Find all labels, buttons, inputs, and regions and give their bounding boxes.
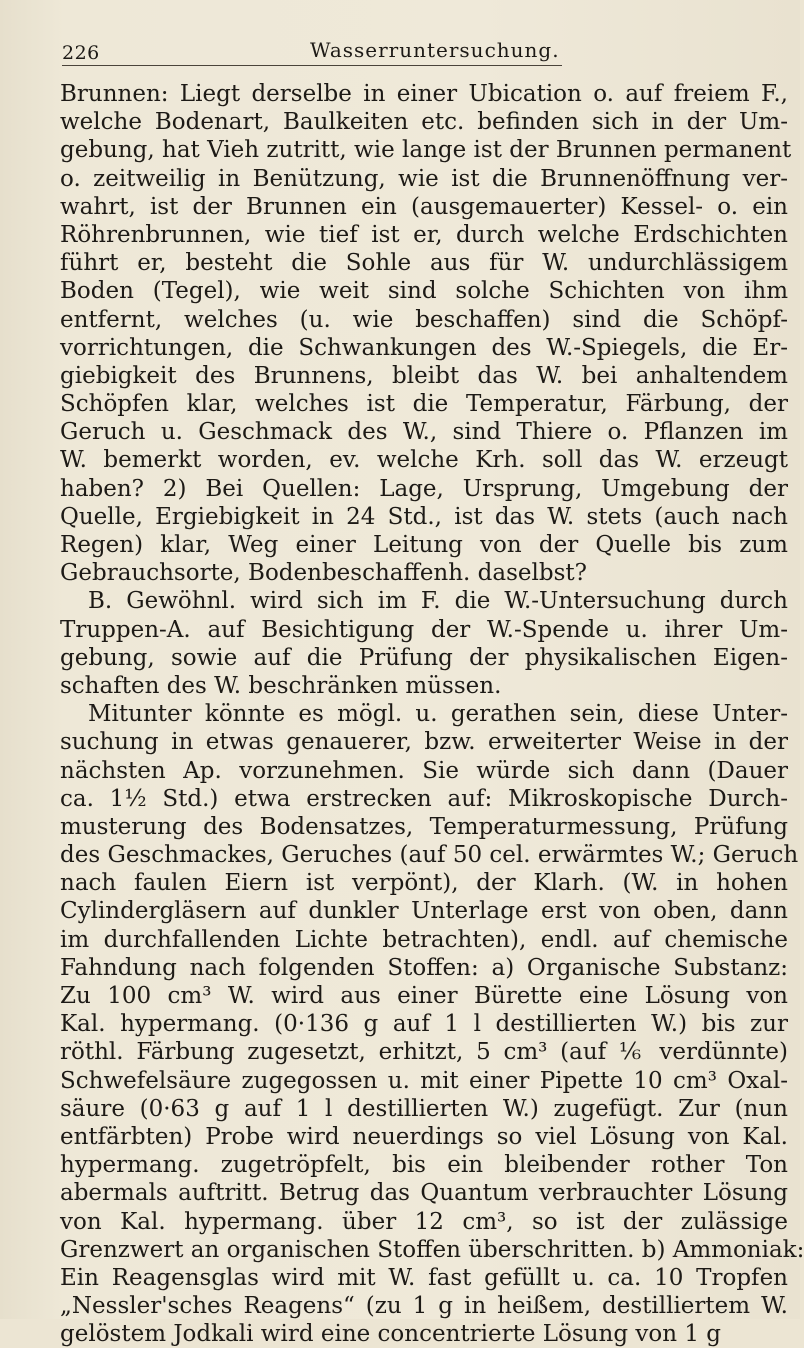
text-line: gebung, sowie auf die Prüfung der physikalischen Eigen- bbox=[60, 644, 788, 671]
text-line: wahrt, ist der Brunnen ein (ausgemauerter) Kessel- o. ein bbox=[60, 193, 788, 220]
text-line: „Nessler'sches Reagens“ (zu 1 g in heißem, destilliertem W. bbox=[60, 1293, 788, 1320]
text-line: welche Bodenart, Baulkeiten etc. befinden sich in der Um- bbox=[60, 109, 788, 136]
text-line: nächsten Ap. vorzunehmen. Sie würde sich dann (Dauer bbox=[60, 757, 788, 784]
text-line: von Kal. hypermang. über 12 cm³, so ist der zulässige bbox=[60, 1208, 788, 1235]
running-head: Wasserruntersuchung. bbox=[310, 38, 560, 62]
text-line: gebung, hat Vieh zutritt, wie lange ist der Brunnen permanent bbox=[60, 137, 792, 164]
text-line: Mitunter könnte es mögl. u. gerathen sein, diese Unter- bbox=[88, 701, 788, 728]
text-line: Geruch u. Geschmack des W., sind Thiere o. Pflanzen im bbox=[60, 419, 788, 446]
text-line: Cylindergläsern auf dunkler Unterlage erst von oben, dann bbox=[60, 898, 788, 925]
header-rule bbox=[62, 65, 562, 66]
text-line: B. Gewöhnl. wird sich im F. die W.-Untersuchung durch bbox=[88, 588, 788, 615]
text-line: vorrichtungen, die Schwankungen des W.-Spiegels, die Er- bbox=[60, 334, 788, 361]
text-line: musterung des Bodensatzes, Temperaturmessung, Prüfung bbox=[60, 813, 788, 840]
text-line: suchung in etwas genauerer, bzw. erweiterter Weise in der bbox=[60, 729, 788, 756]
text-line: Regen) klar, Weg einer Leitung von der Quelle bis zum bbox=[60, 532, 788, 558]
text-line: Gebrauchsorte, Bodenbeschaffenh. daselbst? bbox=[60, 560, 587, 587]
text-line: Kal. hypermang. (0·136 g auf 1 l destillierten W.) bis zur bbox=[60, 1011, 788, 1038]
text-line: entfärbten) Probe wird neuerdings so viel Lösung von Kal. bbox=[60, 1123, 788, 1150]
page-header bbox=[62, 36, 792, 66]
text-line: Ein Reagensglas wird mit W. fast gefüllt u. ca. 10 Tropfen bbox=[60, 1264, 788, 1291]
text-line: o. zeitweilig in Benützung, wie ist die Brunnenöffnung ver- bbox=[60, 165, 788, 192]
body-text bbox=[60, 80, 804, 1348]
text-line: Quelle, Ergiebigkeit in 24 Std., ist das W. stets (auch nach bbox=[60, 503, 788, 530]
text-line: Schöpfen klar, welches ist die Temperatur, Färbung, der bbox=[60, 391, 788, 418]
text-line: haben? 2) Bei Quellen: Lage, Ursprung, Umgebung der bbox=[60, 475, 788, 502]
text-line: röthl. Färbung zugesetzt, erhitzt, 5 cm³ (auf ⅙ verdünnte) bbox=[60, 1039, 788, 1066]
page-number: 226 bbox=[62, 42, 100, 64]
text-line: schaften des W. beschränken müssen. bbox=[60, 672, 502, 699]
text-line: des Geschmackes, Geruches (auf 50 cel. erwärmtes W.; Geruch bbox=[60, 842, 799, 869]
text-line: Röhrenbrunnen, wie tief ist er, durch welche Erdschichten bbox=[60, 221, 788, 248]
text-line: Boden (Tegel), wie weit sind solche Schichten von ihm bbox=[60, 278, 788, 305]
text-line: im durchfallenden Lichte betrachten), endl. auf chemische bbox=[60, 926, 788, 953]
text-line: entfernt, welches (u. wie beschaffen) sind die Schöpf- bbox=[60, 306, 788, 333]
text-line: Truppen-A. auf Besichtigung der W.-Spende u. ihrer Um- bbox=[60, 616, 788, 643]
text-line: Schwefelsäure zugegossen u. mit einer Pipette 10 cm³ Oxal- bbox=[60, 1067, 788, 1094]
text-line: Grenzwert an organischen Stoffen überschritten. b) Ammoniak: bbox=[60, 1236, 804, 1263]
text-line: giebigkeit des Brunnens, bleibt das W. bei anhaltendem bbox=[60, 362, 788, 389]
text-line: gelöstem Jodkali wird eine concentrierte Lösung von 1 g bbox=[60, 1321, 721, 1348]
text-line: Zu 100 cm³ W. wird aus einer Bürette eine Lösung von bbox=[60, 983, 788, 1009]
text-line: W. bemerkt worden, ev. welche Krh. soll das W. erzeugt bbox=[60, 447, 788, 474]
text-line: abermals auftritt. Betrug das Quantum verbrauchter Lösung bbox=[60, 1180, 788, 1207]
text-line: hypermang. zugetröpfelt, bis ein bleibender rother Ton bbox=[60, 1152, 788, 1179]
text-line: säure (0·63 g auf 1 l destillierten W.) zugefügt. Zur (nun bbox=[60, 1095, 788, 1122]
text-line: ca. 1½ Std.) etwa erstrecken auf: Mikroskopische Durch- bbox=[60, 785, 788, 812]
text-line: führt er, besteht die Sohle aus für W. undurchlässigem bbox=[60, 250, 788, 277]
text-line: Brunnen: Liegt derselbe in einer Ubication o. auf freiem F., bbox=[60, 81, 788, 107]
text-line: nach faulen Eiern ist verpönt), der Klarh. (W. in hohen bbox=[60, 870, 788, 897]
text-line: Fahndung nach folgenden Stoffen: a) Organische Substanz: bbox=[60, 954, 788, 981]
